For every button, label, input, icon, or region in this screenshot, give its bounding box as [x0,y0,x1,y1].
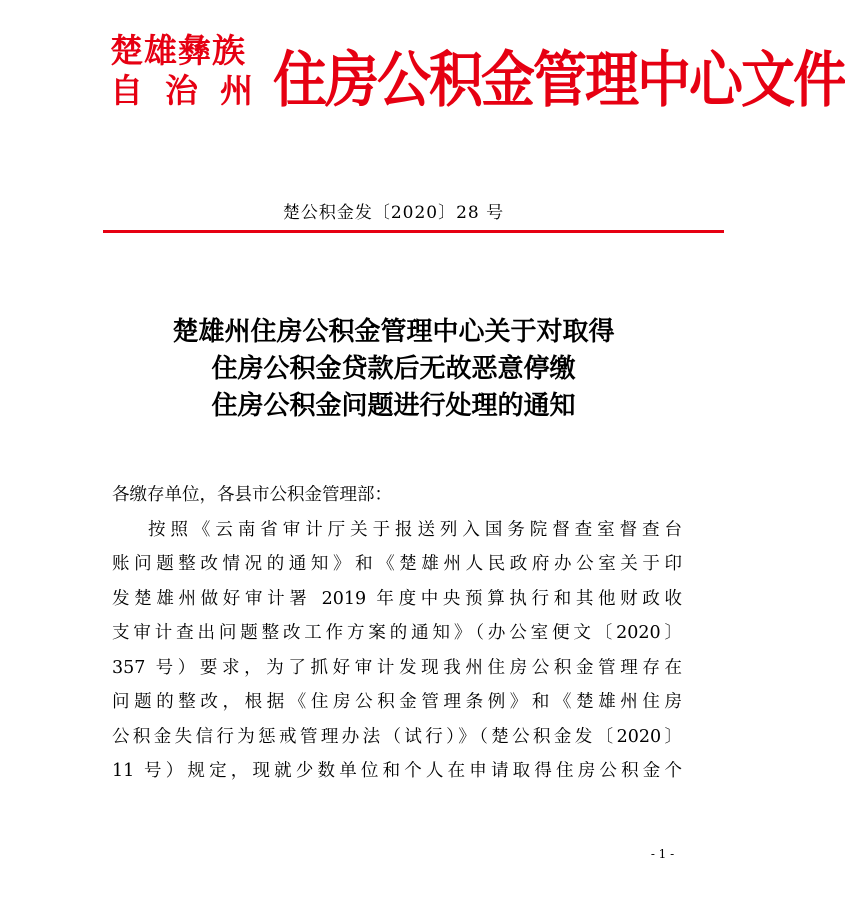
paragraph-line: 支审计查出问题整改工作方案的通知》（办公室便文〔2020〕 [112,623,682,643]
paragraph-line: 问题的整改，根据《住房公积金管理条例》和《楚雄州住房 [112,692,682,712]
paragraph-line: 公积金失信行为惩戒管理办法（试行）》（楚公积金发〔2020〕 [112,726,682,747]
title-line: 楚雄州住房公积金管理中心关于对取得 [172,317,615,347]
document-header [110,22,845,122]
page-number: - 1 - [650,847,675,861]
document-number: 楚公积金发〔2020〕28 号 [282,203,505,223]
title-line: 住房公积金贷款后无故恶意停缴 [211,354,576,384]
title-line: 住房公积金问题进行处理的通知 [211,391,576,421]
paragraph-line: 357 号）要求，为了抓好审计发现我州住房公积金管理存在 [112,657,682,678]
paragraph-line: 11 号）规定，现就少数单位和个人在申请取得住房公积金个 [112,761,682,781]
red-divider-line [103,230,724,233]
paragraph-line: 账问题整改情况的通知》和《楚雄州人民政府办公室关于印 [112,554,682,574]
paragraph-line: 按照《云南省审计厅关于报送列入国务院督查室督查台 [148,519,682,540]
issuer-name-line2: 自治州 [110,71,275,110]
salutation: 各缴存单位，各县市公积金管理部： [112,485,392,505]
document-title [0,314,787,425]
issuer-name-line1: 楚雄彝族 [110,31,246,70]
paragraph-line: 发楚雄州做好审计署 2019 年度中央预算执行和其他财政收 [112,588,682,609]
document-body [112,478,682,789]
issuer-main-title: 住房公积金管理中心文件 [273,43,845,115]
